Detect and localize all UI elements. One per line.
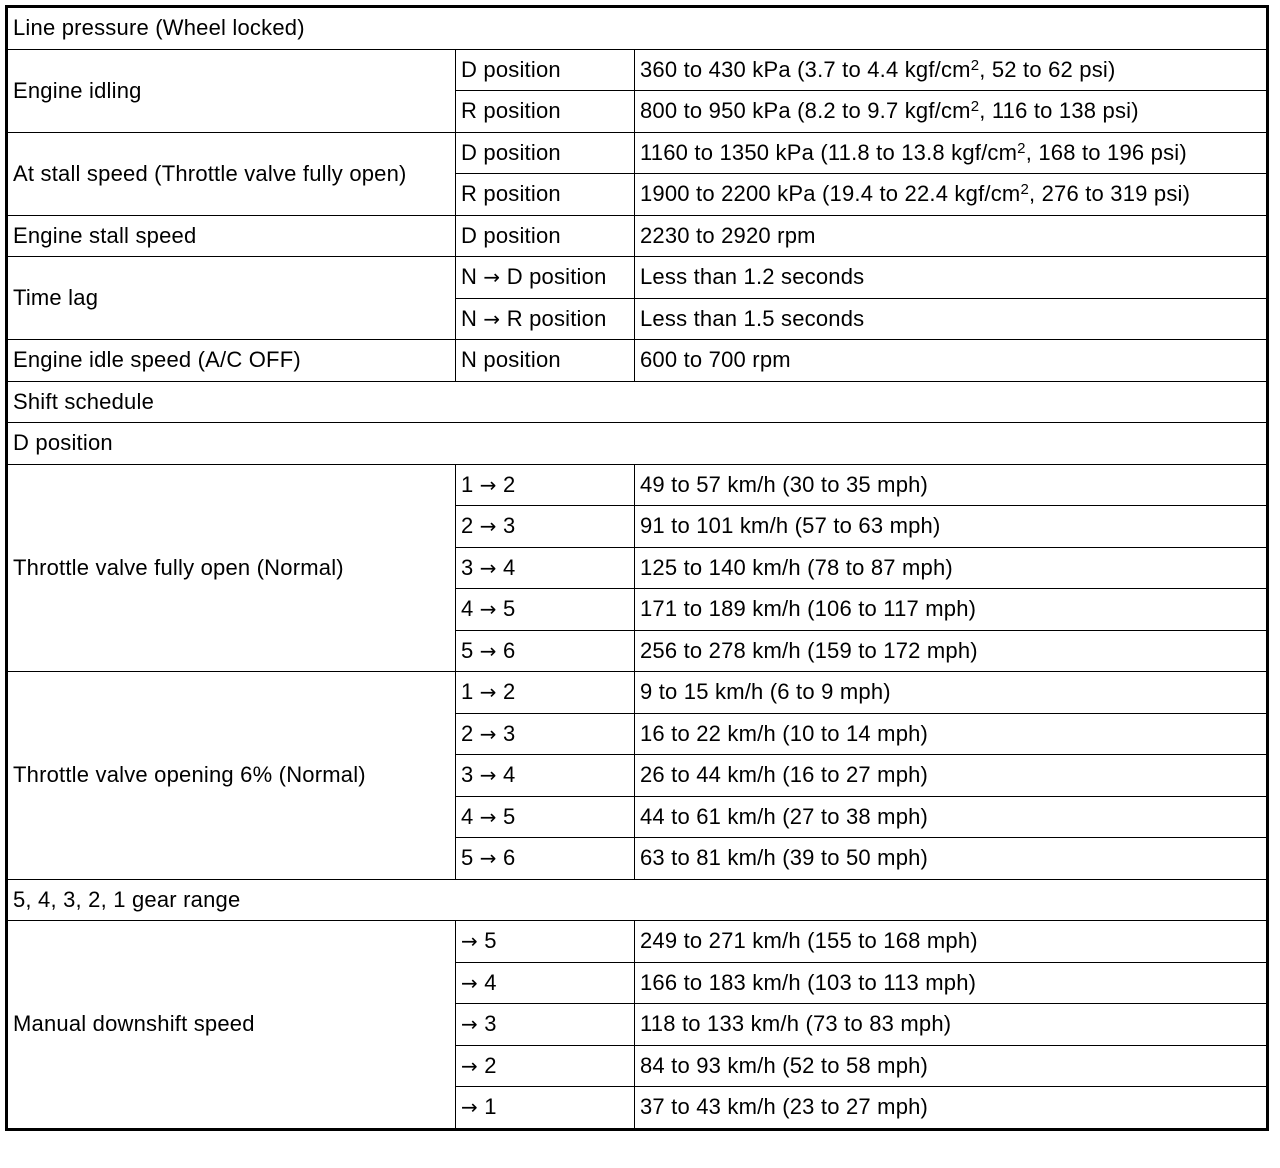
arrow-right-icon: → [479,472,497,497]
shift-cell: 3 → 4 [456,755,635,797]
table-row [7,132,1268,174]
value-cell: 84 to 93 km/h (52 to 58 mph) [635,1045,1268,1087]
arrow-right-icon: → [461,970,478,995]
value-cell: 249 to 271 km/h (155 to 168 mph) [635,921,1268,963]
table-row [7,215,1268,257]
value-cell: 125 to 140 km/h (78 to 87 mph) [635,547,1268,589]
shift-cell: 4 → 5 [456,796,635,838]
value-cell: 49 to 57 km/h (30 to 35 mph) [635,464,1268,506]
condition-cell: N → R position [456,298,635,340]
value-cell: 166 to 183 km/h (103 to 113 mph) [635,962,1268,1004]
section-shift-schedule: Shift schedule [7,381,1268,423]
value-cell: Less than 1.2 seconds [635,257,1268,299]
condition-cell: D position [456,215,635,257]
superscript: 2 [1020,181,1029,199]
throttle-6-label: Throttle valve opening 6% (Normal) [7,672,456,880]
value-cell: 171 to 189 km/h (106 to 117 mph) [635,589,1268,631]
arrow-right-icon: → [479,597,497,622]
shift-cell: → 1 [456,1087,635,1130]
value-cell: 37 to 43 km/h (23 to 27 mph) [635,1087,1268,1130]
superscript: 2 [970,56,980,74]
condition-cell: R position [456,174,635,216]
value-text: 360 to 430 kPa (3.7 to 4.4 kgf/cm [640,56,971,82]
value-cell: 63 to 81 km/h (39 to 50 mph) [635,838,1268,880]
condition-cell: N → D position [456,257,635,299]
shift-cell: → 3 [456,1004,635,1046]
shift-cell: 4 → 5 [456,589,635,631]
value-cell: 91 to 101 km/h (57 to 63 mph) [635,506,1268,548]
value-text: , 116 to 138 psi) [979,98,1139,124]
engine-idle-speed-label: Engine idle speed (A/C OFF) [7,340,456,382]
shift-cell: → 5 [456,921,635,963]
table-row [7,464,1268,506]
value-text: 800 to 950 kPa (8.2 to 9.7 kgf/cm [640,98,971,124]
shift-cell: 1 → 2 [456,464,635,506]
shift-cell: → 2 [456,1045,635,1087]
value-cell [635,132,1268,174]
superscript: 2 [970,98,980,116]
value-cell: Less than 1.5 seconds [635,298,1268,340]
condition-cell: N position [456,340,635,382]
arrow-right-icon: → [461,1053,478,1078]
table-row [7,340,1268,382]
arrow-right-icon: → [461,1012,478,1037]
value-cell: 9 to 15 km/h (6 to 9 mph) [635,672,1268,714]
arrow-right-icon: → [483,265,501,290]
shift-cell: 2 → 3 [456,713,635,755]
arrow-right-icon: → [479,804,497,829]
table-row [7,257,1268,299]
value-text: 1900 to 2200 kPa (19.4 to 22.4 kgf/cm [640,181,1021,207]
time-lag-label: Time lag [7,257,456,340]
condition-cell: D position [456,132,635,174]
shift-cell: 5 → 6 [456,838,635,880]
value-cell [635,91,1268,133]
superscript: 2 [1017,139,1026,157]
section-gear-range: 5, 4, 3, 2, 1 gear range [7,879,1268,921]
stall-speed-label: At stall speed (Throttle valve fully open) [7,132,456,215]
arrow-right-icon: → [479,555,497,580]
value-text: 1160 to 1350 kPa (11.8 to 13.8 kgf/cm [640,139,1018,165]
arrow-right-icon: → [461,929,478,954]
arrow-right-icon: → [479,846,497,871]
value-cell [635,174,1268,216]
value-cell: 118 to 133 km/h (73 to 83 mph) [635,1004,1268,1046]
value-cell: 26 to 44 km/h (16 to 27 mph) [635,755,1268,797]
value-text: , 276 to 319 psi) [1028,181,1191,207]
value-cell: 2230 to 2920 rpm [635,215,1268,257]
arrow-right-icon: → [479,680,497,705]
shift-cell: 3 → 4 [456,547,635,589]
value-text: , 52 to 62 psi) [979,56,1116,82]
shift-cell: 2 → 3 [456,506,635,548]
value-text: , 168 to 196 psi) [1025,139,1187,165]
engine-idling-label: Engine idling [7,49,456,132]
table-row [7,921,1268,963]
arrow-right-icon: → [479,638,497,663]
shift-cell: 1 → 2 [456,672,635,714]
arrow-right-icon: → [479,763,497,788]
value-cell: 600 to 700 rpm [635,340,1268,382]
value-cell: 256 to 278 km/h (159 to 172 mph) [635,630,1268,672]
arrow-right-icon: → [479,721,497,746]
section-row-line-pressure [7,7,1268,50]
condition-cell: R position [456,91,635,133]
spec-table [5,5,1269,1131]
section-d-position: D position [7,423,1268,465]
shift-cell: → 4 [456,962,635,1004]
shift-cell: 5 → 6 [456,630,635,672]
table-row [7,672,1268,714]
table-row [7,49,1268,91]
value-cell: 16 to 22 km/h (10 to 14 mph) [635,713,1268,755]
throttle-full-label: Throttle valve fully open (Normal) [7,464,456,672]
value-cell [635,49,1268,91]
section-row-d-position [7,423,1268,465]
engine-stall-speed-label: Engine stall speed [7,215,456,257]
arrow-right-icon: → [461,1095,478,1120]
section-line-pressure: Line pressure (Wheel locked) [7,7,1268,50]
condition-cell: D position [456,49,635,91]
value-cell: 44 to 61 km/h (27 to 38 mph) [635,796,1268,838]
section-row-shift-schedule [7,381,1268,423]
manual-downshift-label: Manual downshift speed [7,921,456,1130]
arrow-right-icon: → [479,514,497,539]
section-row-gear-range [7,879,1268,921]
arrow-right-icon: → [483,306,501,331]
